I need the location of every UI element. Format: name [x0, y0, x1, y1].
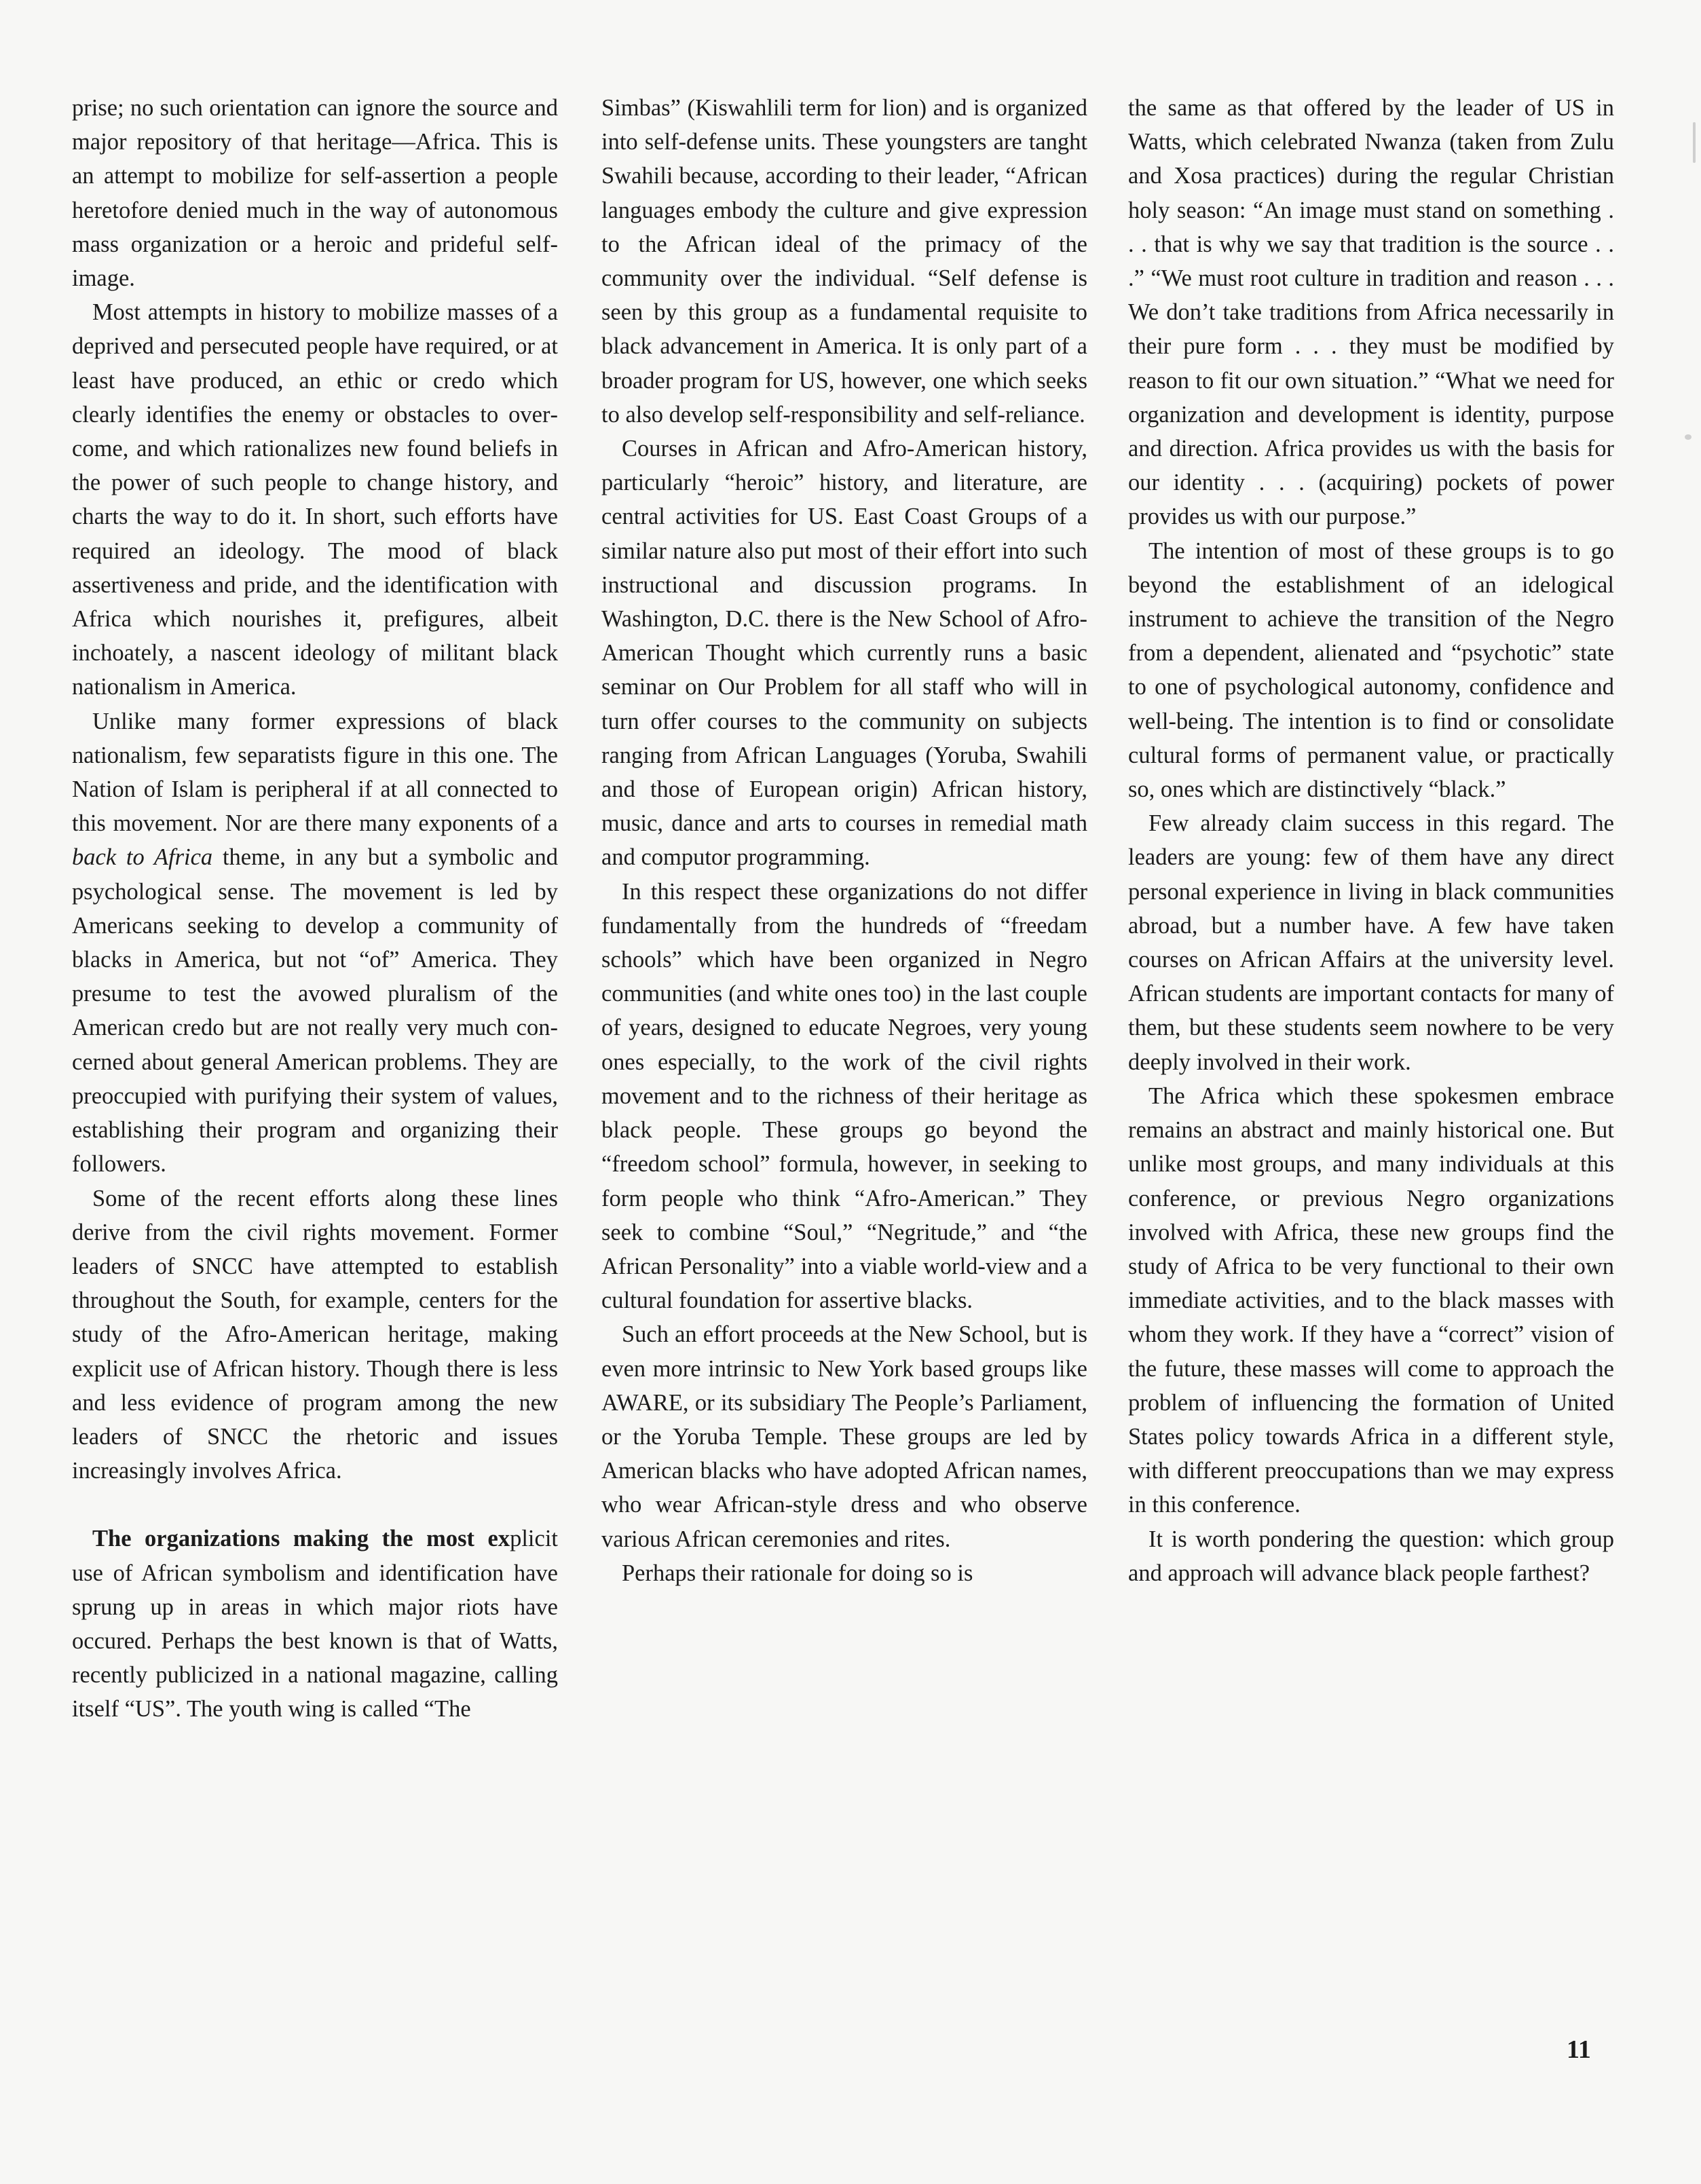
paragraph [72, 704, 558, 1182]
paragraph-text: Unlike many former expressions of black nationalism, few separatists figure in this one. The Nation of Islam is peripheral if at all connected to this movement. Nor are there many exponents of a [72, 708, 558, 837]
paragraph-text: theme, in any but a symbolic and psychological sense. The movement is led by Americans seeking to develop a community of blacks in America, but not “of” America. They presume to test the avowed pluralism of the American credo but are not really very much concerned about general American problems. They are preoccupied with purifying their system of values, establishing their program and organizing their followers. [72, 844, 558, 1178]
page-number: 11 [1567, 2035, 1591, 2064]
paragraph: In this respect these organizations do not differ fundamentally from the hundreds of “freedam schools” which have been organized in Negro communities (and white ones too) in the last couple of years, designed to educate Negroes, very young ones especially, to the work of the civil rights movement and to the richness of their heritage as black people. These groups go beyond the “freedom school” formula, however, in seeking to form people who think “Afro-American.” They seek to combine “Soul,” “Negritude,” and “the African Personality” into a viable world-view and a cultural foundation for assertive blacks. [601, 878, 1087, 1314]
paragraph: the same as that offered by the leader of US in Watts, which celebrated Nwanza (taken from Zulu and Xosa practices) during the regular Christian holy season: “An image must stand on something . . . that is why we say that tradition is the source . . .” “We must root culture in tradition and reason . . . We don’t take traditions from Africa necessarily in their pure form . . . they must be modified by reason to fit our own situation.” “What we need for organization and development is identity, purpose and direction. Africa provides us with the basis for our identity . . . (acquiring) pockets of power provides us with our purpose.” [1128, 95, 1614, 530]
paragraph: It is worth pondering the question: which group and approach will advance black people farthest? [1128, 1526, 1614, 1586]
paragraph: The intention of most of these groups is to go beyond the establishment of an idelogical instrument to achieve the transition of the Negro from a dependent, alienated and “psychotic” state to one of psychological autonomy, confidence and well-being. The intention is to find or consolidate cultural forms of permanent value, or practically so, ones which are distinctively “black.” [1128, 538, 1614, 803]
paragraph: Such an effort proceeds at the New School, but is even more intrinsic to New York based groups like AWARE, or its subsidiary The People’s Parliament, or the Yoruba Temple. These groups are led by American blacks who have adopted African names, who wear African-style dress and who observe various African ceremonies and rites. [601, 1321, 1087, 1552]
paragraph: Courses in African and Afro-American history, particularly “heroic” history, and literature, are central activities for US. East Coast Groups of a similar nature also put most of their effort into such instructional and discussion programs. In Washington, D.C. there is the New School of Afro-American Thought which currently runs a basic seminar on Our Problem for all staff who will in turn offer courses to the community on subjects ranging from African Languages (Yoruba, Swahili and those of European origin) African history, music, dance and arts to courses in remedial math and computor programming. [601, 436, 1087, 871]
paragraph: Most attempts in history to mobilize masses of a deprived and persecuted people have required, or at least have produced, an ethic or credo which clearly identifies the enemy or obstacles to overcome, and which rationalizes new found beliefs in the power of such people to change history, and charts the way to do it. In short, such efforts have required an ideology. The mood of black assertiveness and pride, and the identification with Africa which nourishes it, prefigures, albeit inchoately, a nascent ideology of militant black nationalism in America. [72, 299, 558, 700]
italic-phrase: back to Africa [72, 844, 213, 871]
paragraph-section-lead [72, 1522, 558, 1726]
scan-speck [1685, 434, 1691, 440]
paragraph: Some of the recent efforts along these lines derive from the civil rights movement. Former leaders of SNCC have attempted to establish throughout the South, for example, centers for the study of the Afro-American heritage, making explicit use of African history. Though there is less and less evidence of program among the new leaders of SNCC the rhetoric and issues increasingly involves Africa. [72, 1185, 558, 1484]
text-column-2 [601, 91, 1087, 1590]
paragraph: prise; no such orientation can ignore the source and major repository of that heritage—Africa. This is an attempt to mobilize for self-assertion a people heretofore denied much in the way of autonomous mass organization or a heroic and prideful self-image. [72, 95, 558, 292]
text-column-3 [1128, 91, 1614, 1590]
paragraph: Perhaps their rationale for doing so is [622, 1560, 973, 1586]
text-column-1 [72, 91, 558, 1727]
paragraph: Few already claim success in this regard. The leaders are young: few of them have any direct personal experience in living in black communities abroad, but a number have. A few have taken courses on African Affairs at the university level. African students are important contacts for many of them, but these students seem nowhere to be very deeply involved in their work. [1128, 810, 1614, 1075]
paragraph-text: plicit use of African symbolism and identification have sprung up in areas in which major riots have occured. Perhaps the best known is that of Watts, recently publicized in a national magazine, calling itself “US”. The youth wing is called “The [72, 1526, 558, 1722]
scan-speck [1693, 122, 1696, 163]
paragraph: Simbas” (Kiswahlili term for lion) and is organized into self-defense units. These youngsters are tanght Swahili because, according to their leader, “African languages embody the culture and give expression to the African ideal of the primacy of the community over the individual. “Self defense is seen by this group as a fundamental requisite to black advancement in America. It is only part of a broader program for US, however, one which seeks to also develop self-responsibility and self-reliance. [601, 95, 1087, 428]
paragraph: The Africa which these spokesmen embrace remains an abstract and mainly historical one. But unlike most groups, and many individuals at this conference, or previous Negro organizations involved with Africa, these new groups find the study of Africa to be very functional to their own immediate activities, and to the black masses with whom they work. If they have a “correct” vision of the future, these masses will come to approach the problem of influencing the formation of United States policy towards Africa in a different style, with different preoccupations than we may express in this conference. [1128, 1082, 1614, 1518]
section-lead-bold: The organizations making the most ex [92, 1526, 510, 1552]
